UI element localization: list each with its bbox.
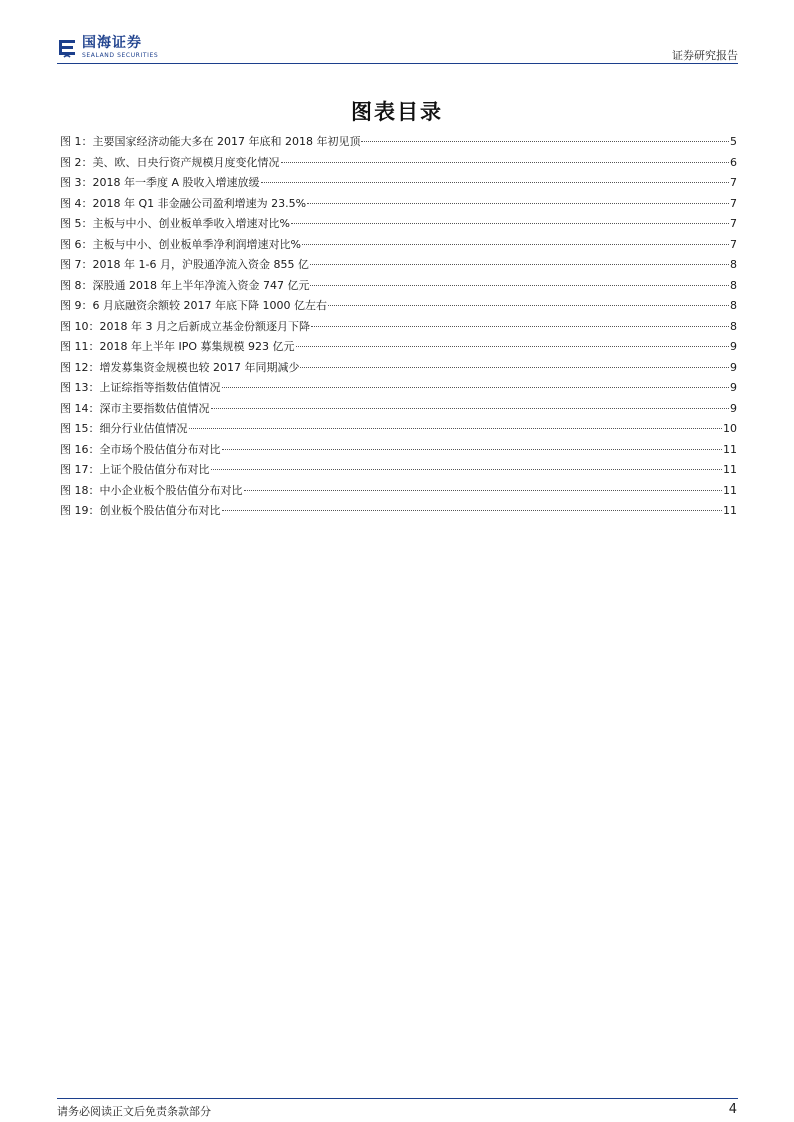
toc-leader	[244, 490, 723, 491]
toc-item-page: 9	[730, 360, 737, 374]
toc-item-label: 图 5：主板与中小、创业板单季收入增速对比%	[60, 217, 290, 230]
toc-item-label: 图 19：创业板个股估值分布对比	[60, 504, 221, 517]
toc-leader	[307, 203, 729, 204]
toc-item[interactable]	[60, 482, 737, 503]
footer-divider	[57, 1098, 738, 1099]
toc-leader	[222, 510, 723, 511]
toc-item-page: 7	[730, 176, 737, 189]
toc-leader	[211, 408, 730, 409]
toc-item[interactable]	[60, 338, 737, 359]
toc-leader	[300, 367, 729, 368]
toc-item-label: 图 11：2018 年上半年 IPO 募集规模 923 亿元	[60, 340, 295, 353]
toc-item-page: 7	[730, 196, 737, 210]
toc-item[interactable]	[60, 441, 737, 462]
toc-item-label: 图 12：增发募集资金规模也较 2017 年同期减少	[60, 360, 300, 374]
toc-leader	[281, 162, 730, 163]
sealand-logo-icon	[57, 37, 77, 59]
toc-leader	[328, 305, 729, 306]
toc-item[interactable]	[60, 502, 737, 523]
toc-item-page: 8	[730, 278, 737, 292]
toc-item[interactable]	[60, 379, 737, 400]
report-type: 证券研究报告	[672, 49, 738, 62]
toc-item-label: 图 3：2018 年一季度 A 股收入增速放缓	[60, 176, 260, 189]
toc-item-page: 8	[730, 258, 737, 271]
toc-item[interactable]	[60, 277, 737, 298]
toc-item-page: 9	[730, 340, 737, 353]
toc-item-page: 9	[730, 401, 737, 415]
toc-leader	[211, 469, 723, 470]
logo-chinese-name: 国海证券	[82, 35, 142, 51]
toc-item[interactable]	[60, 318, 737, 339]
toc-item-page: 7	[730, 237, 737, 251]
toc-item-label: 图 1：主要国家经济动能大多在 2017 年底和 2018 年初见顶	[60, 135, 361, 148]
toc-item-label: 图 2：美、欧、日央行资产规模月度变化情况	[60, 155, 280, 169]
toc-leader	[311, 326, 729, 327]
toc-leader	[310, 264, 729, 265]
toc-leader	[302, 244, 729, 245]
company-logo	[57, 35, 158, 63]
header-divider	[57, 63, 738, 64]
toc-item-label: 图 15：细分行业估值情况	[60, 422, 188, 435]
toc-item[interactable]	[60, 215, 737, 236]
toc-item-label: 图 6：主板与中小、创业板单季净利润增速对比%	[60, 237, 301, 251]
footer-disclaimer: 请务必阅读正文后免责条款部分	[57, 1105, 211, 1118]
toc-item-page: 9	[730, 381, 737, 394]
toc-item[interactable]	[60, 400, 737, 421]
page-header	[57, 33, 738, 65]
toc-item[interactable]	[60, 174, 737, 195]
toc-item-page: 8	[730, 319, 737, 333]
toc-item-page: 8	[730, 299, 737, 312]
toc-leader	[361, 141, 729, 142]
logo-english-name: SEALAND SECURITIES	[82, 52, 159, 59]
toc-item[interactable]	[60, 461, 737, 482]
toc-item-label: 图 9：6 月底融资余额较 2017 年底下降 1000 亿左右	[60, 299, 327, 312]
toc-item-page: 7	[730, 217, 737, 230]
toc-item-page: 11	[723, 463, 737, 476]
toc-item-label: 图 4：2018 年 Q1 非金融公司盈利增速为 23.5%	[60, 196, 307, 210]
toc-item[interactable]	[60, 236, 737, 257]
toc-item[interactable]	[60, 420, 737, 441]
toc-item-page: 11	[723, 504, 737, 517]
toc-item-label: 图 17：上证个股估值分布对比	[60, 463, 210, 476]
toc-item-page: 10	[723, 422, 737, 435]
toc-item[interactable]	[60, 133, 737, 154]
toc-item-label: 图 14：深市主要指数估值情况	[60, 401, 210, 415]
toc-item[interactable]	[60, 359, 737, 380]
toc-item-label: 图 13：上证综指等指数估值情况	[60, 381, 221, 394]
toc-item-label: 图 18：中小企业板个股估值分布对比	[60, 483, 243, 497]
page-number: 4	[728, 1102, 737, 1117]
toc-item-label: 图 16：全市场个股估值分布对比	[60, 442, 221, 456]
toc-item-page: 6	[730, 155, 737, 169]
toc-list	[60, 133, 737, 523]
toc-leader	[310, 285, 729, 286]
toc-leader	[222, 449, 723, 450]
toc-item[interactable]	[60, 154, 737, 175]
toc-leader	[222, 387, 730, 388]
toc-item-page: 11	[723, 483, 737, 497]
toc-leader	[296, 346, 729, 347]
toc-leader	[261, 182, 729, 183]
toc-item-label: 图 8：深股通 2018 年上半年净流入资金 747 亿元	[60, 278, 310, 292]
toc-item[interactable]	[60, 297, 737, 318]
toc-title: 图表目录	[351, 99, 443, 124]
toc-leader	[189, 428, 723, 429]
toc-leader	[291, 223, 729, 224]
toc-item-label: 图 10：2018 年 3 月之后新成立基金份额逐月下降	[60, 319, 310, 333]
toc-item-label: 图 7：2018 年 1-6 月，沪股通净流入资金 855 亿	[60, 258, 309, 271]
toc-item-page: 5	[730, 135, 737, 148]
toc-item[interactable]	[60, 195, 737, 216]
toc-item[interactable]	[60, 256, 737, 277]
toc-item-page: 11	[723, 442, 737, 456]
